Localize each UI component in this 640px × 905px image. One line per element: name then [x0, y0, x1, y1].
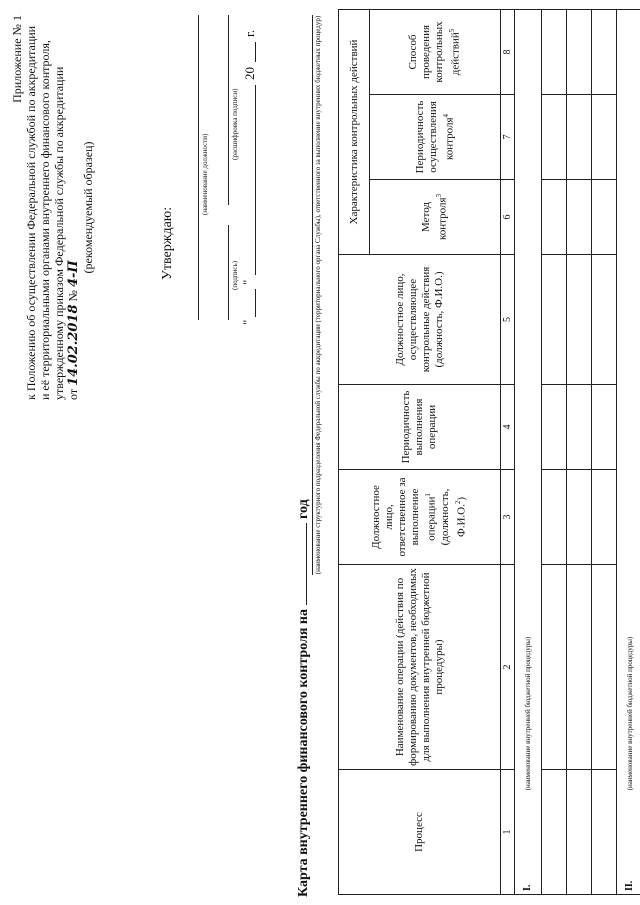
date-close-quote: ": [240, 279, 255, 285]
section-caption: (наименование внутренней бюджетной процедуры): [524, 636, 532, 791]
header-control-way-text: Способ проведения контрольных действий: [407, 21, 462, 83]
approval-header: [10, 15, 95, 400]
header-responsible-close: ): [455, 497, 468, 501]
date-year-prefix: 20: [242, 67, 257, 80]
signature-line: [228, 225, 229, 320]
column-number-row: [501, 10, 515, 895]
year-blank: [306, 523, 307, 605]
table-row: [567, 10, 592, 895]
section-row-2: [617, 10, 640, 895]
document-title-text: Карта внутреннего финансового контроля на: [296, 609, 311, 897]
column-number: 5: [501, 255, 515, 385]
header-responsible-tail-sup: 2: [454, 500, 462, 505]
header-process: Процесс: [339, 770, 501, 895]
header-control-way-sup: 5: [448, 28, 457, 33]
column-number: 3: [501, 470, 515, 565]
section-label: I.: [522, 884, 533, 891]
header-responsible-sup: 1: [424, 493, 433, 497]
header-responsible-text: Должностное лицо, ответственное за выполнение операции: [370, 477, 438, 557]
section-row-1: [515, 10, 542, 895]
header-control-group: Характеристика контрольных действий: [339, 10, 370, 255]
column-number: 6: [501, 180, 515, 255]
section-caption: (наименование внутренней бюджетной процедуры): [626, 636, 634, 791]
position-caption: (наименование должности): [201, 133, 209, 215]
decoding-caption: (расшифровка подписи): [231, 88, 239, 160]
column-number: 8: [501, 10, 515, 95]
table-row: [542, 10, 567, 895]
column-number: 4: [501, 385, 515, 470]
header-method-sup: 3: [435, 193, 444, 198]
recommended-sample-note: (рекомендуемый образец): [81, 141, 95, 274]
header-control-periodicity: [370, 95, 501, 180]
date-year-suffix: г.: [242, 29, 257, 37]
document-title: [296, 499, 312, 897]
section-cell-2: [617, 10, 640, 895]
column-number: 2: [501, 565, 515, 770]
header-control-periodicity-sup: 4: [441, 113, 450, 118]
subunit-line: [312, 15, 313, 575]
header-responsible-tail: (должность, Ф.И.О.: [439, 488, 468, 546]
date-year-line: [255, 42, 256, 62]
position-line: [198, 15, 199, 320]
header-control-periodicity-text: Периодичность осуществления контроля: [413, 100, 456, 174]
table-row: [592, 10, 617, 895]
approval-line-3: утвержденному приказом Федеральной службы по аккредитации: [52, 66, 66, 400]
signature-caption: (подпись): [231, 260, 239, 290]
date-day-line: [255, 289, 256, 317]
header-periodicity: Периодичность выполнения операции: [339, 385, 501, 470]
header-responsible: [339, 470, 501, 565]
date-month-line: [255, 85, 256, 275]
header-control-way: [370, 10, 501, 95]
order-date: 14.02.2018: [66, 304, 81, 386]
subunit-caption: (наименование структурного подразделения Федеральной службы по аккредитации (территориального органа Службы), ответственного за выполнение внутренних бюджетных процедур): [314, 15, 322, 575]
decoding-line: [228, 15, 229, 205]
order-number: 4-П: [66, 260, 81, 288]
order-number-prefix: №: [66, 290, 80, 302]
section-label: II.: [624, 880, 635, 891]
column-number: 7: [501, 95, 515, 180]
header-method: [370, 180, 501, 255]
header-method-text: Метод контроля: [420, 197, 449, 241]
column-number: 1: [501, 770, 515, 895]
control-map-table: [338, 9, 640, 895]
header-operation: Наименование операции (действия по формированию документов, необходимых для выполнения внутренней бюджетной процедуры): [339, 565, 501, 770]
order-line: [66, 15, 81, 400]
appendix-title: Приложение № 1: [10, 15, 24, 103]
header-controller: Должностное лицо, осуществляющее контрольные действия (должность, Ф.И.О.): [339, 255, 501, 385]
approval-line-1: к Положению об осуществлении Федеральной службой по аккредитации: [24, 25, 38, 400]
date-open-quote: ": [240, 319, 255, 325]
approval-line-2: и её территориальными органами внутреннего финансового контроля,: [38, 40, 52, 400]
order-prefix: от: [66, 388, 80, 400]
document-title-suffix: год: [296, 499, 311, 520]
section-cell-1: [515, 10, 542, 895]
approve-label: Утверждаю:: [160, 206, 175, 280]
